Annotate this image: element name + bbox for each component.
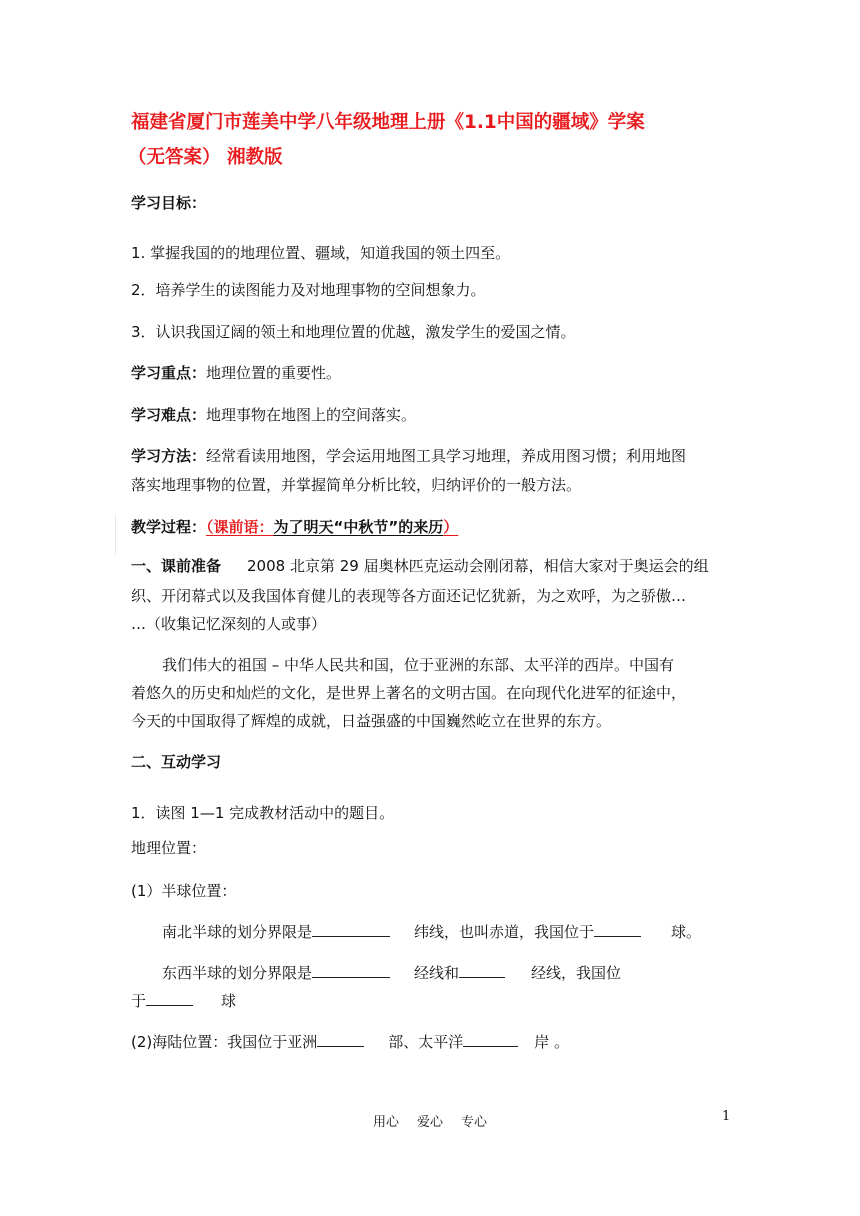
sea-blank-2[interactable] [463,1030,518,1047]
section1-heading: 一、课前准备 [131,557,222,575]
difficulty-line [131,404,416,426]
section1-line-2: 织、开闭幕式以及我国体育健儿的表现等各方面还记忆犹新，为之欢呼，为之骄傲… [131,587,687,605]
exercise-question-1: 1．读图 1—1 完成教材活动中的题目。 [131,804,395,822]
sea-blank-1[interactable] [317,1030,364,1047]
ew-text-b: 经线和 [414,964,460,982]
process-label: 教学过程： [131,518,207,536]
paragraph-line-3: 今天的中国取得了辉煌的成就，日益强盛的中国巍然屹立在世界的东方。 [131,712,612,730]
ew-blank-3[interactable] [146,989,193,1006]
page-footer [0,1111,860,1130]
document-title-line2: （无答案） 湘教版 [128,147,283,168]
ns-text-c: 球。 [671,923,702,941]
objective-item-1: 1. 掌握我国的的地理位置、疆域，知道我国的领土四至。 [131,244,511,262]
process-open-paren: （ [206,518,214,536]
method-line-2: 落实地理事物的位置，并掌握简单分析比较，归纳评价的一般方法。 [131,476,582,494]
sea-land-question [131,1030,569,1053]
ew-text-d: 于 [131,992,147,1010]
key-point-line [131,362,341,384]
ew-text-a: 东西半球的划分界限是 [162,964,313,982]
paragraph-line-1: 我们伟大的祖国 – 中华人民共和国，位于亚洲的东部、太平洋的西岸。中国有 [162,656,675,674]
footer-word-2: 爱心 [416,1115,443,1130]
intro-text: 为了明天“中秋节”的来历 [273,518,444,536]
footer-word-1: 用心 [372,1115,399,1130]
page-number: 1 [722,1109,731,1124]
ns-blank-2[interactable] [594,920,641,937]
objective-item-2: 2．培养学生的读图能力及对地理事物的空间想象力。 [131,281,486,299]
key-point-text: 地理位置的重要性。 [206,364,342,382]
section1-text-1: 2008 北京第 29 届奥林匹克运动会刚闭幕，相信大家对于奥运会的组 [247,557,709,575]
ew-blank-1[interactable] [312,961,390,978]
ns-hemisphere-question [162,920,701,943]
section1-line-1 [131,555,709,577]
difficulty-label: 学习难点： [131,406,207,424]
ew-text-c: 经线，我国位 [531,964,622,982]
sea-text-a: (2)海陆位置：我国位于亚洲 [131,1033,318,1051]
process-close-paren: ） [443,518,459,536]
hemisphere-label: (1）半球位置： [131,882,237,900]
objective-item-3: 3．认识我国辽阔的领土和地理位置的优越，激发学生的爱国之情。 [131,323,576,341]
key-point-label: 学习重点： [131,364,207,382]
ew-text-e: 球 [221,992,237,1010]
process-line [131,516,458,538]
ns-blank-1[interactable] [312,920,390,937]
sea-text-b: 部、太平洋 [388,1033,464,1051]
section1-line-3: …（收集记忆深刻的人或事） [131,615,327,633]
paragraph-line-2: 着悠久的历史和灿烂的文化，是世界上著名的文明古国。在向现代化进军的征途中， [131,684,687,702]
section2-heading: 二、互动学习 [131,753,222,771]
objectives-heading: 学习目标： [131,194,207,212]
intro-label: 课前语： [213,518,274,536]
ns-text-b: 纬线，也叫赤道，我国位于 [414,923,595,941]
geo-position-label: 地理位置： [131,839,207,857]
sea-text-c: 岸 。 [534,1033,570,1051]
ns-text-a: 南北半球的划分界限是 [162,923,313,941]
method-line-1 [131,445,686,467]
difficulty-text: 地理事物在地图上的空间落实。 [206,406,417,424]
ew-hemisphere-question [162,961,621,984]
method-label: 学习方法： [131,447,207,465]
document-title-line1: 福建省厦门市莲美中学八年级地理上册《1.1中国的疆域》学案 [131,112,645,133]
footer-word-3: 专心 [461,1115,488,1130]
ew-hemisphere-question-cont [131,989,236,1012]
margin-mark [115,515,116,555]
ew-blank-2[interactable] [459,961,505,978]
method-text-1: 经常看读用地图，学会运用地图工具学习地理，养成用图习惯；利用地图 [206,447,687,465]
